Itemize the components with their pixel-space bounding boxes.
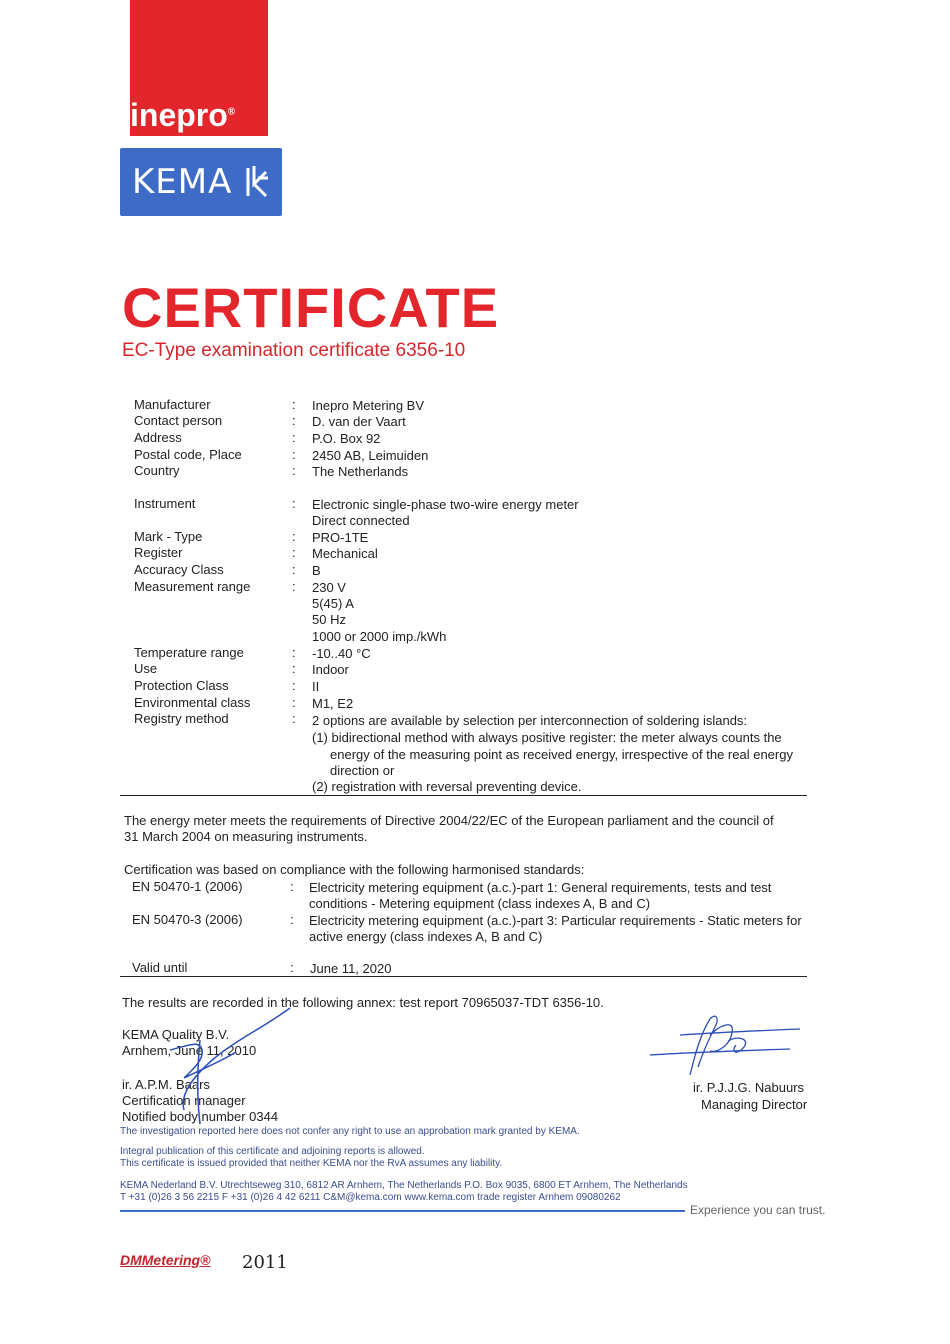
standard-code: EN 50470-3 (2006) (132, 912, 243, 927)
field-value: -10..40 °C (312, 646, 371, 661)
dmmetering-wordmark: DMMetering (120, 1252, 201, 1268)
field-label: Contact person (134, 413, 223, 428)
field-label: Instrument (134, 496, 196, 511)
standard-desc: Electricity metering equipment (a.c.)-part 3: Particular requirements - Static meters for (309, 913, 802, 928)
field-colon: : (292, 529, 296, 544)
director-name: ir. P.J.J.G. Nabuurs (693, 1080, 805, 1095)
inepro-registered-mark: ® (227, 106, 236, 118)
field-value: B (312, 563, 321, 578)
field-colon: : (292, 562, 296, 577)
field-value: Mechanical (312, 546, 378, 561)
field-colon: : (292, 496, 296, 511)
directive-line: The energy meter meets the requirements of Directive 2004/22/EC of the European parliament and the council of (124, 813, 774, 828)
kema-mark-icon (244, 164, 270, 200)
field-label: Register (134, 545, 183, 560)
standard-desc: conditions - Metering equipment (class indexes A, B and C) (309, 896, 651, 911)
issuer-name: ir. A.P.M. Baars (122, 1077, 210, 1092)
field-value: The Netherlands (312, 464, 409, 479)
kema-wordmark: KEMA (132, 162, 233, 202)
certificate-subtitle: EC-Type examination certificate 6356-10 (122, 340, 466, 361)
issuer-notified-body: Notified body number 0344 (122, 1109, 279, 1124)
field-label: Registry method (134, 711, 229, 726)
field-colon: : (292, 645, 296, 660)
field-colon: : (292, 711, 296, 726)
inepro-wordmark: inepro (130, 97, 228, 133)
inepro-logo (130, 0, 268, 136)
field-value-line: direction or (330, 763, 395, 778)
field-label: Measurement range (134, 579, 251, 594)
directive-line: 31 March 2004 on measuring instruments. (124, 829, 368, 844)
field-colon: : (292, 447, 296, 462)
fineprint-line: Integral publication of this certificate and adjoining reports is allowed. (120, 1146, 425, 1157)
field-value: PRO-1TE (312, 530, 369, 545)
field-value: D. van der Vaart (312, 414, 406, 429)
field-colon: : (292, 695, 296, 710)
field-label: Address (134, 430, 182, 445)
field-value-line: 1000 or 2000 imp./kWh (312, 629, 447, 644)
field-label: Protection Class (134, 678, 229, 693)
field-value-line: (2) registration with reversal preventing device. (312, 779, 582, 794)
field-value-line: Direct connected (312, 513, 410, 528)
dmmetering-logo (120, 1252, 210, 1268)
field-value-line: 50 Hz (312, 612, 346, 627)
divider (120, 795, 807, 796)
field-value-line: 5(45) A (312, 596, 354, 611)
field-label: Country (134, 463, 180, 478)
director-signature-icon (640, 1005, 810, 1080)
fineprint-line: This certificate is issued provided that neither KEMA nor the RvA assumes any liability. (120, 1158, 503, 1169)
field-value: 2 options are available by selection per interconnection of soldering islands: (312, 713, 748, 728)
fineprint-line: T +31 (0)26 3 56 2215 F +31 (0)26 4 42 6211 C&M@kema.com www.kema.com trade register Arnhem 09080262 (120, 1192, 621, 1203)
issuer-org: KEMA Quality B.V. (122, 1027, 230, 1042)
standard-colon: : (290, 912, 294, 927)
field-colon: : (292, 413, 296, 428)
footer-rule (120, 1210, 685, 1212)
tagline: Experience you can trust. (690, 1203, 826, 1217)
valid-until-label: Valid until (132, 960, 188, 975)
issuer-role: Certification manager (122, 1093, 246, 1108)
field-value: 230 V (312, 580, 346, 595)
standard-colon: : (290, 879, 294, 894)
fineprint-line: KEMA Nederland B.V. Utrechtseweg 310, 6812 AR Arnhem, The Netherlands P.O. Box 9035, 6800 ET Arnhem, The Netherlands (120, 1180, 688, 1191)
valid-until-value: June 11, 2020 (310, 961, 392, 976)
valid-until-colon: : (290, 960, 294, 975)
field-label: Postal code, Place (134, 447, 242, 462)
dmmetering-registered-mark: ® (200, 1252, 211, 1268)
issuer-signature-icon (140, 1000, 300, 1130)
field-colon: : (292, 463, 296, 478)
field-colon: : (292, 678, 296, 693)
field-label: Environmental class (134, 695, 251, 710)
field-value-line: (1) bidirectional method with always positive register: the meter always counts the (312, 730, 782, 745)
field-colon: : (292, 397, 296, 412)
certificate-title: CERTIFICATE (122, 276, 500, 339)
inepro-logo-text (130, 97, 235, 134)
field-value: Inepro Metering BV (312, 398, 425, 413)
field-value: Electronic single-phase two-wire energy meter (312, 497, 579, 512)
field-label: Mark - Type (134, 529, 203, 544)
field-colon: : (292, 661, 296, 676)
field-colon: : (292, 545, 296, 560)
field-label: Use (134, 661, 158, 676)
annex-text: The results are recorded in the following annex: test report 70965037-TDT 6356-10. (122, 995, 604, 1010)
standard-code: EN 50470-1 (2006) (132, 879, 243, 894)
field-label: Manufacturer (134, 397, 211, 412)
field-value: P.O. Box 92 (312, 431, 381, 446)
field-label: Temperature range (134, 645, 244, 660)
field-colon: : (292, 579, 296, 594)
fineprint-line: The investigation reported here does not confer any right to use an approbation mark granted by KEMA. (120, 1126, 580, 1137)
divider (120, 976, 807, 977)
standards-intro: Certification was based on compliance with the following harmonised standards: (124, 862, 585, 877)
issuer-place-date: Arnhem, June 11, 2010 (122, 1043, 257, 1058)
standard-desc: Electricity metering equipment (a.c.)-part 1: General requirements, tests and test (309, 880, 772, 895)
field-value-line: energy of the measuring point as received energy, irrespective of the real energy (330, 747, 793, 762)
field-label: Accuracy Class (134, 562, 224, 577)
field-value: II (312, 679, 320, 694)
standard-desc: active energy (class indexes A, B and C) (309, 929, 543, 944)
director-role: Managing Director (701, 1097, 808, 1112)
field-value: 2450 AB, Leimuiden (312, 448, 429, 463)
bottom-year: 2011 (242, 1252, 288, 1273)
field-value: Indoor (312, 662, 349, 677)
field-value: M1, E2 (312, 696, 354, 711)
kema-logo (120, 148, 282, 216)
field-colon: : (292, 430, 296, 445)
